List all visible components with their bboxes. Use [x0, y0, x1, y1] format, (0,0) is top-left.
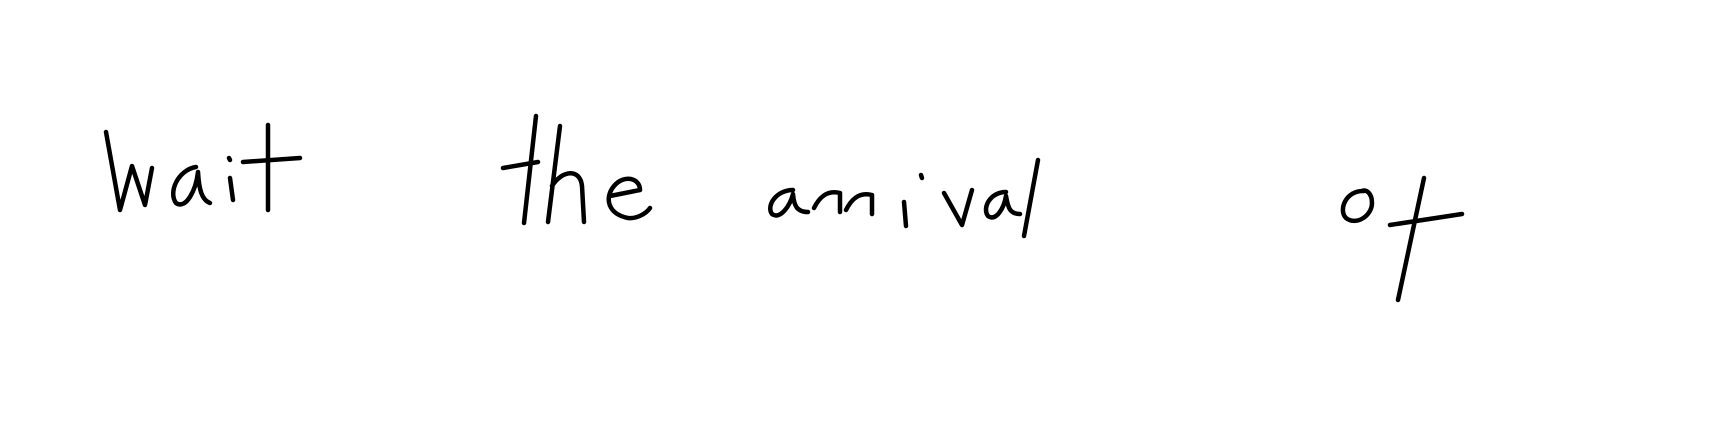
handwritten-word-wait [106, 125, 300, 210]
handwritten-word-the [503, 116, 650, 223]
handwritten-word-of [1343, 178, 1462, 300]
handwritten-word-arrival [770, 160, 1038, 236]
